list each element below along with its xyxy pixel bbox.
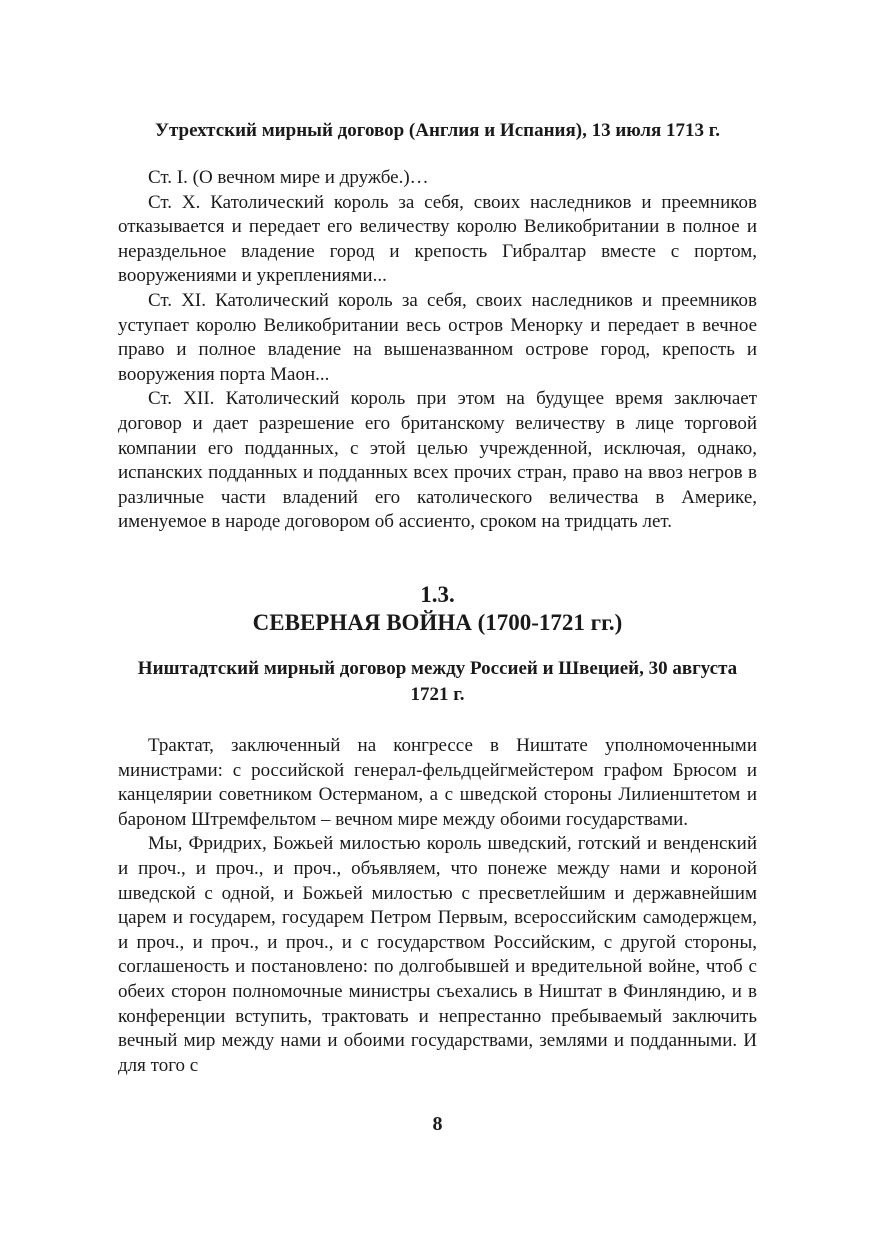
section-title: СЕВЕРНАЯ ВОЙНА (1700-1721 гг.) xyxy=(252,610,623,635)
nystad-treaty-heading: Ништадтский мирный договор между Россией и Швецией, 30 августа 1721 г. xyxy=(137,658,738,705)
utrecht-treaty-section xyxy=(118,118,757,535)
utrecht-article-10: Ст. X. Католический король за себя, своих наследников и преемников отказывается и передает его величеству королю Великобритании в полное и нераздельное владение город и крепость Гибралтар вместе с портом, вооружениями и укреплениями... xyxy=(118,191,757,287)
utrecht-article-11: Ст. XI. Католический король за себя, своих наследников и преемников уступает королю Великобритании весь остров Менорку и передает в вечное право и полное владение на вышеназванном острове город, крепость и вооружения порта Маон... xyxy=(118,289,757,385)
utrecht-article-12: Ст. XII. Католический король при этом на будущее время заключает договор и дает разрешение его британскому величеству в лице торговой компании его подданных, с этой целью учрежденной, исключая, однако, испанских подданных и подданных всех прочих стран, право на ввоз негров в различные части владений его католического величества в Америке, именуемое в народе договором об ассиенто, сроком на тридцать лет. xyxy=(118,388,757,533)
utrecht-treaty-heading: Утрехтский мирный договор (Англия и Испания), 13 июля 1713 г. xyxy=(155,120,720,141)
utrecht-article-1: Ст. I. (О вечном мире и дружбе.)… xyxy=(148,167,429,188)
nystad-intro-paragraph: Трактат, заключенный на конгрессе в Ништате уполномоченными министрами: с российской генерал-фельдцейгмейстером графом Брюсом и канцелярии советником Остерманом, а с шведской стороны Лилиенштетом и бароном Штремфельтом – вечном мире между обоими государствами. xyxy=(118,735,757,830)
nystad-treaty-section xyxy=(118,656,757,1078)
nystad-preamble-paragraph: Мы, Фридрих, Божьей милостью король шведский, готский и венденский и проч., и проч., и проч., объявляем, что понеже между нами и короной шведской с одной, и Божьей милостью с пресветлейшим и державнейшим царем и государем, государем Петром Первым, всероссийским самодержцем, и проч., и проч., и проч., и с государством Российским, с другой стороны, соглашеность и постановлено: по долгобывшей и вредительной войне, чтоб с обеих сторон полномочные министры съехались в Ништат в Финляндию, и в конференции вступить, трактовать и непрестанно пребываемый заключить вечный мир между нами и обоими государствами, землями и подданными. И для того с xyxy=(118,833,757,1076)
section-number: 1.3. xyxy=(420,582,455,607)
page-number: 8 xyxy=(432,1113,443,1135)
